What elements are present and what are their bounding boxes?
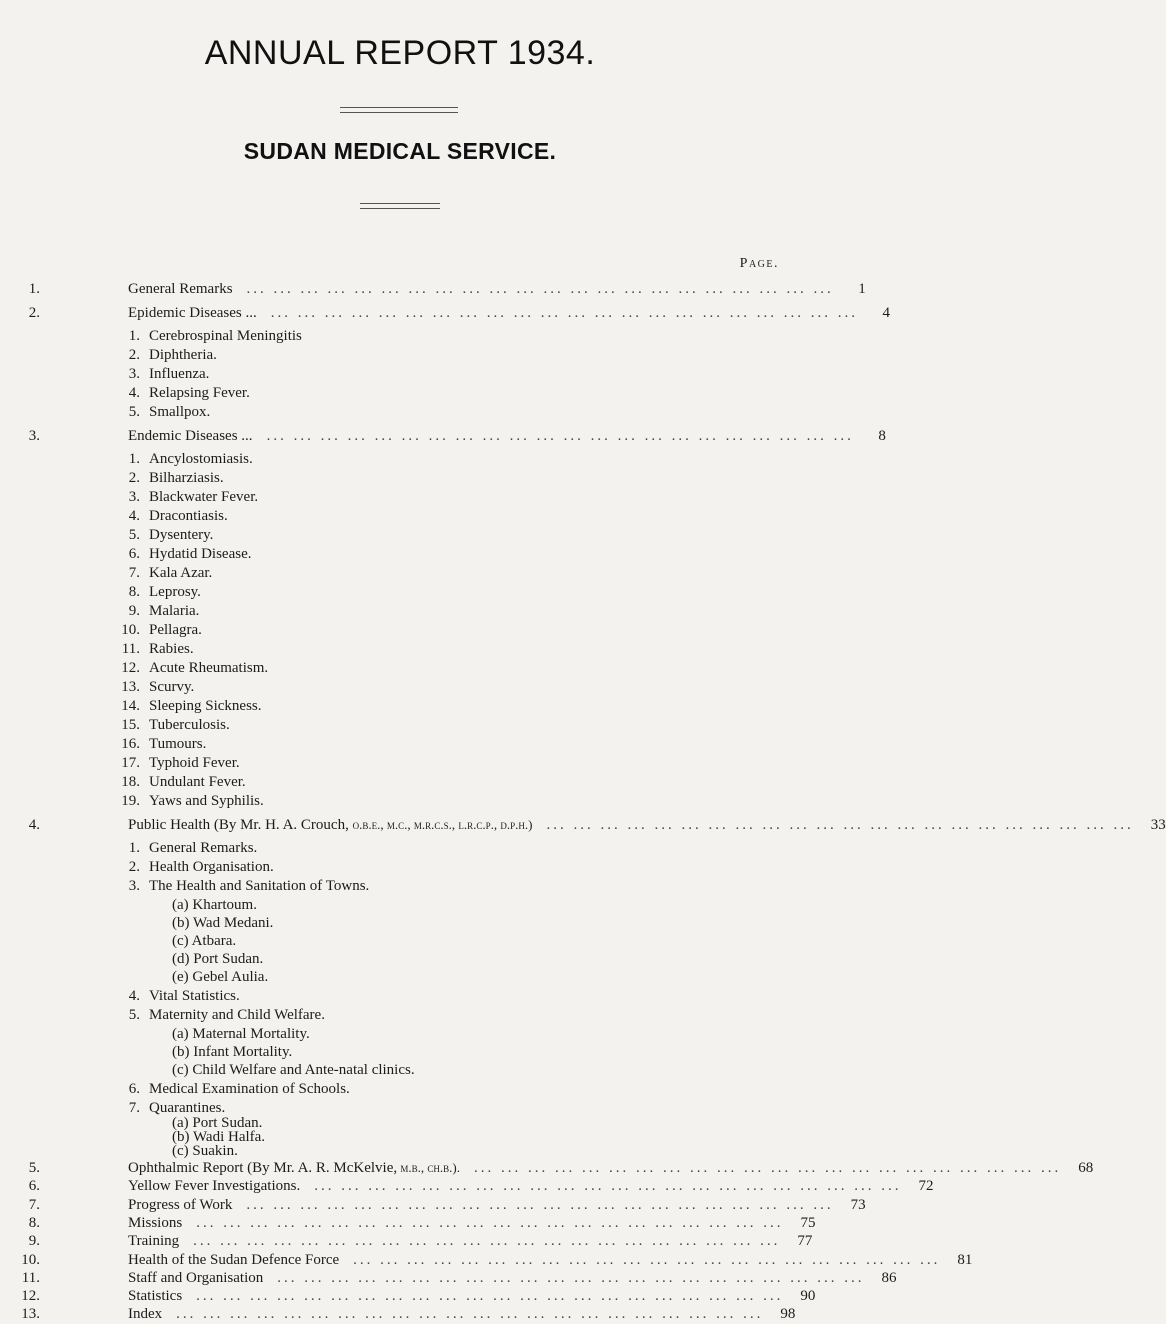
dot-leader: ... ... ... ... ... ... ... ... ... ... ... ... ... ... ... ... ... ... ... ... ... ...: [277, 1269, 865, 1286]
toc-subsubitem: (a) Khartoum.: [172, 897, 257, 913]
toc-entry-ophthalmic-report[interactable]: [28, 1158, 1094, 1178]
toc-entry-public-health[interactable]: [28, 815, 1166, 835]
toc-page: 81: [957, 1251, 973, 1268]
toc-page: 1: [858, 281, 866, 297]
toc-title: Yellow Fever Investigations.: [128, 1178, 301, 1195]
toc-subsubitem: (c) Atbara.: [172, 933, 237, 949]
toc-title: Statistics: [128, 1288, 183, 1305]
toc-subsubitem: (b) Infant Mortality.: [172, 1044, 293, 1060]
toc-title: Public Health (By Mr. H. A. Crouch, o.b.e., m.c., m.r.c.s., l.r.c.p., d.p.h.): [128, 817, 533, 833]
toc-number: 6.: [28, 1178, 40, 1195]
dot-leader: ... ... ... ... ... ... ... ... ... ... ... ... ... ... ... ... ... ... ... ... ... ...: [353, 1251, 941, 1268]
title-divider: [340, 107, 458, 113]
dot-leader: ... ... ... ... ... ... ... ... ... ... ... ... ... ... ... ... ... ... ... ... ... ...: [196, 1214, 784, 1231]
toc-page: 8: [878, 428, 886, 444]
toc-entry-training[interactable]: [28, 1231, 813, 1251]
toc-entry-epidemic-diseases[interactable]: [28, 303, 890, 323]
toc-entry-endemic-diseases[interactable]: [28, 426, 886, 446]
dot-leader: ... ... ... ... ... ... ... ... ... ... ... ... ... ... ... ... ... ... ... ... ... ...: [473, 1160, 1062, 1176]
toc-subsubitem: (b) Wadi Halfa.: [172, 1129, 266, 1145]
dot-leader: ... ... ... ... ... ... ... ... ... ... ... ... ... ... ... ... ... ... ... ... ... ...: [193, 1233, 781, 1250]
toc-title: Endemic Diseases ...: [128, 428, 253, 444]
toc-page: 72: [918, 1178, 934, 1195]
toc-page: 75: [800, 1214, 816, 1231]
toc-page: 33: [1150, 817, 1166, 833]
dot-leader: ... ... ... ... ... ... ... ... ... ... ... ... ... ... ... ... ... ... ... ... ... ...: [546, 817, 1134, 833]
toc-title: Ophthalmic Report (By Mr. A. R. McKelvie, m.b., ch.b.).: [128, 1160, 460, 1176]
dot-leader: ... ... ... ... ... ... ... ... ... ... ... ... ... ... ... ... ... ... ... ... ... ...: [196, 1288, 784, 1305]
toc-page: 86: [881, 1269, 897, 1286]
toc-number: 5.: [28, 1160, 40, 1176]
toc-number: 13.: [21, 1306, 40, 1323]
toc-subsubitem: (a) Maternal Mortality.: [172, 1026, 310, 1042]
page-column-label: Page.: [739, 256, 779, 271]
toc-number: 3.: [28, 428, 40, 444]
subtitle-divider: [360, 203, 440, 209]
dot-leader: ... ... ... ... ... ... ... ... ... ... ... ... ... ... ... ... ... ... ... ... ... ...: [176, 1306, 764, 1323]
toc-page: 98: [780, 1306, 796, 1323]
toc-subsubitem: (a) Port Sudan.: [172, 1115, 263, 1131]
toc-subsubitem: (c) Suakin.: [172, 1143, 238, 1159]
dot-leader: ... ... ... ... ... ... ... ... ... ... ... ... ... ... ... ... ... ... ... ... ... ...: [246, 1196, 834, 1213]
toc-number: 2.: [28, 305, 40, 321]
toc-subsubitem: (e) Gebel Aulia.: [172, 969, 269, 985]
report-title: ANNUAL REPORT 1934.: [204, 34, 596, 72]
toc-subsubitem: (b) Wad Medani.: [172, 915, 274, 931]
toc-entry-staff-and-organisation[interactable]: [21, 1268, 897, 1288]
toc-subsubitem: (c) Child Welfare and Ante-natal clinics.: [172, 1062, 415, 1078]
toc-title: Training: [128, 1233, 180, 1250]
toc-page: 4: [882, 305, 890, 321]
toc-number: 10.: [21, 1251, 40, 1268]
dot-leader: ... ... ... ... ... ... ... ... ... ... ... ... ... ... ... ... ... ... ... ... ... ...: [270, 305, 858, 321]
author-credentials: m.b., ch.b.).: [397, 1160, 460, 1175]
toc-title: Index: [128, 1306, 163, 1323]
toc-title: General Remarks: [128, 281, 233, 297]
dot-leader: ... ... ... ... ... ... ... ... ... ... ... ... ... ... ... ... ... ... ... ... ... ...: [246, 281, 834, 297]
toc-entry-missions[interactable]: [28, 1213, 816, 1233]
toc-number: 11.: [21, 1269, 40, 1286]
toc-entry-statistics[interactable]: [21, 1286, 816, 1306]
toc-entry-yellow-fever[interactable]: [28, 1176, 934, 1196]
dot-leader: ... ... ... ... ... ... ... ... ... ... ... ... ... ... ... ... ... ... ... ... ... ...: [266, 428, 854, 444]
toc-number: 1.: [28, 281, 40, 297]
toc-entry-sudan-defence-force[interactable]: [21, 1250, 973, 1270]
toc-title: Missions: [128, 1214, 183, 1231]
toc-title: Health of the Sudan Defence Force: [128, 1251, 340, 1268]
toc-subsubitem: (d) Port Sudan.: [172, 951, 264, 967]
toc-number: 12.: [21, 1288, 40, 1305]
toc-title: Staff and Organisation: [128, 1269, 264, 1286]
report-subtitle: SUDAN MEDICAL SERVICE.: [243, 138, 557, 164]
toc-number: 4.: [28, 817, 40, 833]
toc-number: 7.: [28, 1196, 40, 1213]
toc-page: 73: [850, 1196, 866, 1213]
toc-number: 9.: [28, 1233, 40, 1250]
toc-number: 8.: [28, 1214, 40, 1231]
dot-leader: ... ... ... ... ... ... ... ... ... ... ... ... ... ... ... ... ... ... ... ... ... ...: [314, 1178, 902, 1195]
toc-entry-general-remarks[interactable]: [28, 279, 866, 299]
toc-entry-progress-of-work[interactable]: [28, 1195, 866, 1215]
toc-page: 77: [797, 1233, 813, 1250]
toc-title: Progress of Work: [128, 1196, 233, 1213]
toc-entry-index[interactable]: [21, 1304, 796, 1324]
toc-title: Epidemic Diseases ...: [128, 305, 257, 321]
author-credentials: o.b.e., m.c., m.r.c.s., l.r.c.p., d.p.h.): [352, 817, 533, 832]
toc-page: 68: [1078, 1160, 1094, 1176]
toc-page: 90: [800, 1288, 816, 1305]
